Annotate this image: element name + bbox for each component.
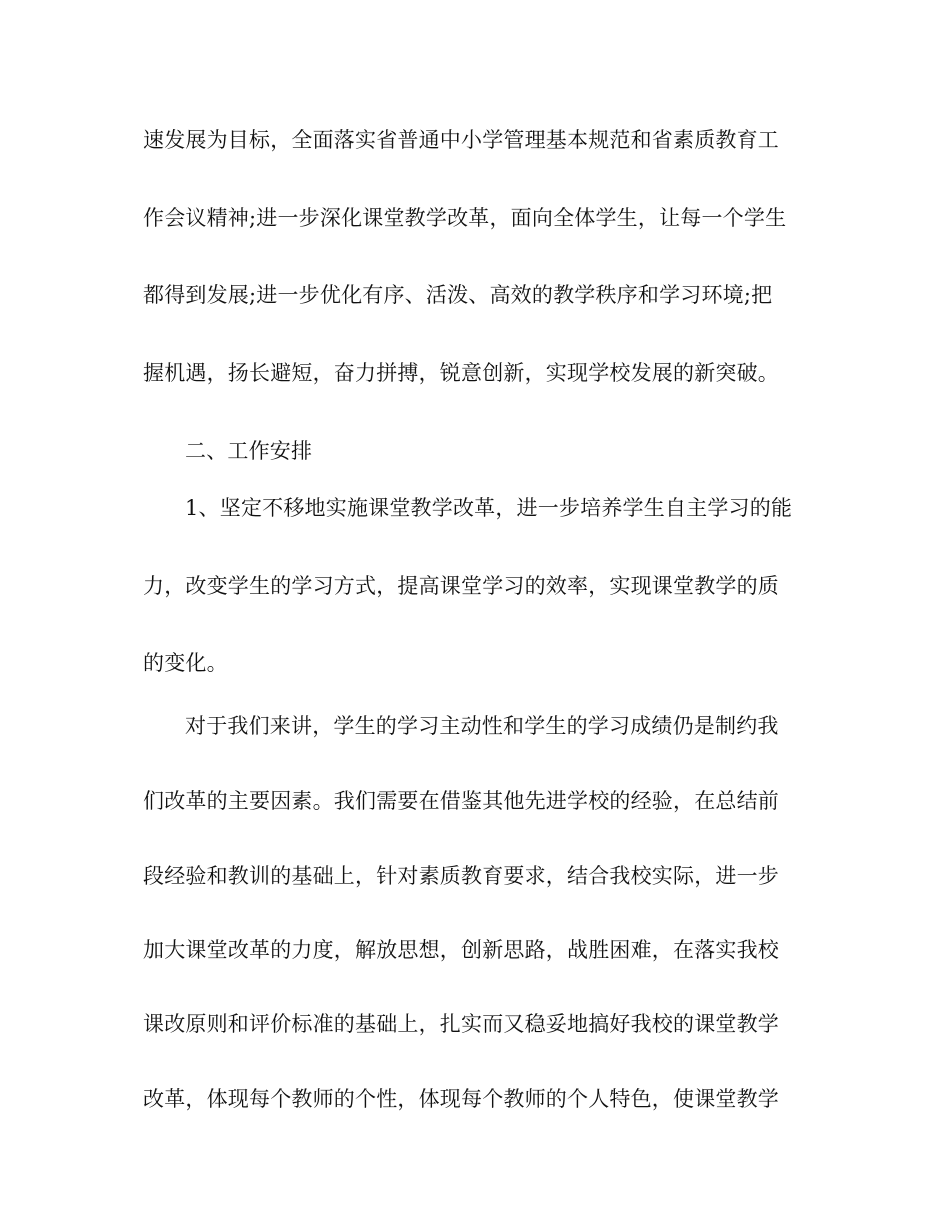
paragraph-line: 力，改变学生的学习方式，提高课堂学习的效率，实现课堂教学的质 — [143, 574, 779, 598]
paragraph-line: 课改原则和评价标准的基础上，扎实而又稳妥地搞好我校的课堂教学 — [143, 1012, 779, 1036]
paragraph-line: 改革，体现每个教师的个性，体现每个教师的个人特色，使课堂教学 — [143, 1087, 779, 1111]
paragraph-line: 的变化。 — [143, 651, 228, 675]
paragraph-line: 速发展为目标，全面落实省普通中小学管理基本规范和省素质教育工 — [143, 128, 779, 152]
paragraph-line: 们改革的主要因素。我们需要在借鉴其他先进学校的经验，在总结前 — [143, 789, 779, 813]
paragraph-line: 段经验和教训的基础上，针对素质教育要求，结合我校实际，进一步 — [143, 864, 779, 888]
paragraph-line: 作会议精神;进一步深化课堂教学改革，面向全体学生，让每一个学生 — [143, 206, 787, 230]
paragraph-line: 都得到发展;进一步优化有序、活泼、高效的教学秩序和学习环境;把 — [143, 283, 773, 307]
paragraph-line: 加大课堂改革的力度，解放思想，创新思路，战胜困难，在落实我校 — [143, 938, 779, 962]
paragraph-line: 握机遇，扬长避短，奋力拼搏，锐意创新，实现学校发展的新突破。 — [143, 361, 779, 385]
paragraph-line: 对于我们来讲，学生的学习主动性和学生的学习成绩仍是制约我 — [185, 714, 779, 738]
paragraph-line: 1、坚定不移地实施课堂教学改革，进一步培养学生自主学习的能 — [185, 496, 793, 520]
section-heading: 二、工作安排 — [185, 439, 313, 463]
